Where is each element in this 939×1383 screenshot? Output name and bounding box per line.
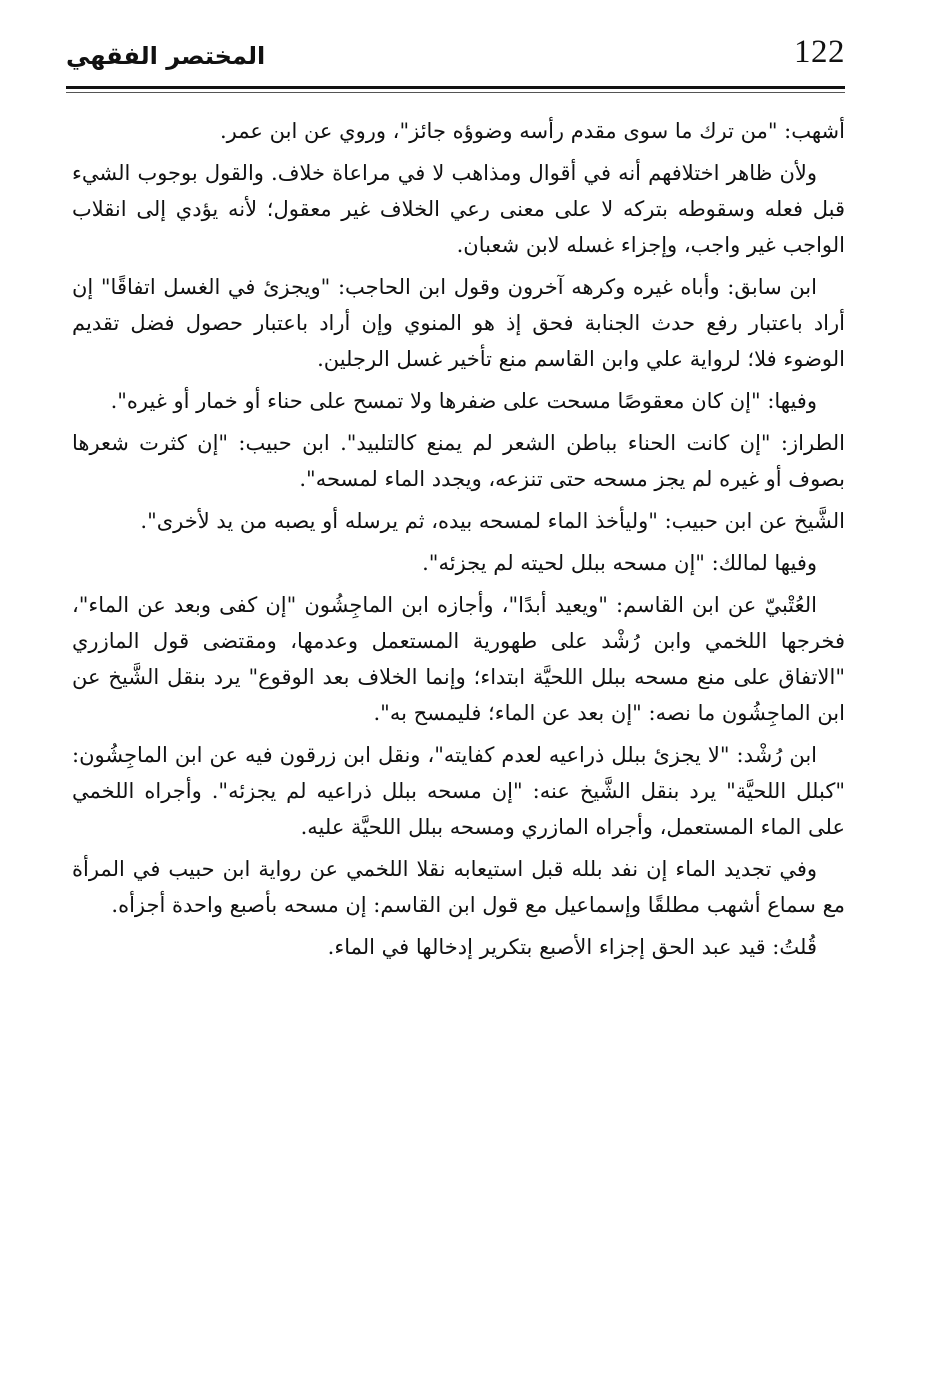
paragraph: ابن سابق: وأباه غيره وكرهه آخرون وقول ابن الحاجب: "ويجزئ في الغسل اتفاقًا" إن أراد باعتبار رفع حدث الجنابة فحق إذ هو المنوي وإن أراد باعتبار حصول فضل تقديم الوضوء فلا؛ لرواية علي وابن القاسم منع تأخير غسل الرجلين. xyxy=(72,275,845,371)
page-body xyxy=(72,113,845,971)
paragraph: قُلتُ: قيد عبد الحق إجزاء الأصبع بتكرير إدخالها في الماء. xyxy=(327,935,817,959)
paragraph: العُتْبيّ عن ابن القاسم: "ويعيد أبدًا"، وأجازه ابن الماجِشُون "إن كفى وبعد عن الماء"، فخرجها اللخمي وابن رُشْد على طهورية المستعمل وعدمها، ومقتضى قول المازري "الاتفاق على منع مسحه ببلل اللحيَّة ابتداء؛ وإنما الخلاف بعد الوقوع" يرد بنقل الشَّيخ عن ابن الماجِشُون ما نصه: "إن بعد عن الماء؛ فليمسح به". xyxy=(72,593,845,725)
paragraph: وفي تجديد الماء إن نفد بلله قبل استيعابه نقلا اللخمي عن رواية ابن حبيب في المرأة مع سماع أشهب مطلقًا وإسماعيل مع قول ابن القاسم: إن مسحه بأصبع واحدة أجزأه. xyxy=(72,857,845,917)
running-title: المختصر الفقهي xyxy=(66,42,266,70)
paragraph: وفيها: "إن كان معقوصًا مسحت على ضفرها ولا تمسح على حناء أو خمار أو غيره". xyxy=(110,389,817,413)
page-number: 122 xyxy=(794,34,845,70)
header-divider-thin xyxy=(66,92,845,93)
paragraph: وفيها لمالك: "إن مسحه ببلل لحيته لم يجزئه". xyxy=(422,551,817,575)
header-divider xyxy=(66,86,845,89)
page-header xyxy=(66,28,845,94)
paragraph: ابن رُشْد: "لا يجزئ ببلل ذراعيه لعدم كفايته"، ونقل ابن زرقون فيه عن ابن الماجِشُون: "كبلل اللحيَّة" يرد بنقل الشَّيخ عنه: "إن مسحه ببلل ذراعيه لم يجزئه". وأجراه اللخمي على الماء المستعمل، وأجراه المازري ومسحه ببلل اللحيَّة عليه. xyxy=(72,743,845,839)
paragraph: الطراز: "إن كانت الحناء بباطن الشعر لم يمنع كالتلبيد". ابن حبيب: "إن كثرت شعرها بصوف أو غيره لم يجز مسحه حتى تنزعه، ويجدد الماء لمسحه". xyxy=(72,431,845,491)
paragraph: الشَّيخ عن ابن حبيب: "وليأخذ الماء لمسحه بيده، ثم يرسله أو يصبه من يد لأخرى". xyxy=(140,509,845,533)
paragraph: ولأن ظاهر اختلافهم أنه في أقوال ومذاهب لا في مراعاة خلاف. والقول بوجوب الشيء قبل فعله وسقوطه بتركه لا على معنى رعي الخلاف غير معقول؛ لأنه يؤدي إلى انقلاب الواجب غير واجب، وإجزاء غسله لابن شعبان. xyxy=(72,161,845,257)
paragraph: أشهب: "من ترك ما سوى مقدم رأسه وضوؤه جائز"، وروي عن ابن عمر. xyxy=(220,119,845,143)
